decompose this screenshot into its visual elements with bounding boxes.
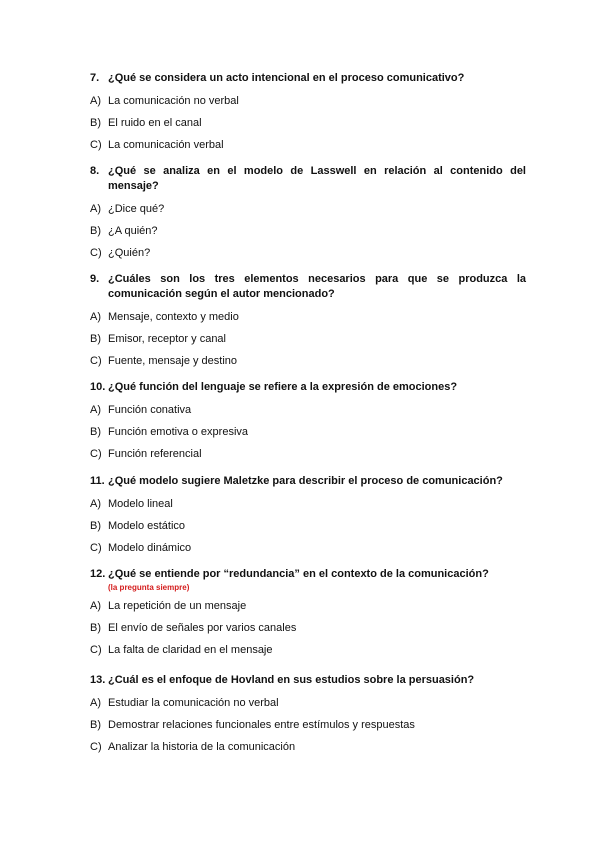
option-a — [90, 599, 526, 613]
question-text: ¿Qué se considera un acto intencional en el proceso comunicativo? — [108, 72, 465, 84]
question-header — [90, 567, 526, 582]
option-text: Estudiar la comunicación no verbal — [108, 697, 279, 709]
option-letter: C) — [90, 139, 102, 151]
option-letter: C) — [90, 644, 102, 656]
option-text: ¿Dice qué? — [108, 203, 165, 215]
question-note: (la pregunta siempre) — [108, 583, 190, 592]
question-header — [90, 71, 526, 86]
question-number: 7. — [90, 72, 100, 84]
question-number: 13. — [90, 674, 106, 686]
question-header — [90, 380, 526, 395]
option-text: La comunicación no verbal — [108, 95, 239, 107]
option-letter: C) — [90, 247, 102, 259]
option-c — [90, 541, 526, 555]
option-text: La falta de claridad en el mensaje — [108, 644, 273, 656]
option-b — [90, 718, 526, 732]
option-letter: B) — [90, 225, 101, 237]
question-13 — [90, 673, 526, 754]
option-c — [90, 643, 526, 657]
option-b — [90, 116, 526, 130]
question-text: ¿Qué se analiza en el modelo de Lasswell en relación al contenido del mensaje? — [108, 165, 526, 192]
option-a — [90, 497, 526, 511]
question-text: ¿Qué modelo sugiere Maletzke para describir el proceso de comunicación? — [108, 475, 503, 487]
option-c — [90, 740, 526, 754]
option-b — [90, 425, 526, 439]
question-8 — [90, 164, 526, 260]
option-text: Mensaje, contexto y medio — [108, 311, 239, 323]
option-text: Función conativa — [108, 404, 192, 416]
option-text: Función referencial — [108, 448, 202, 460]
option-text: La repetición de un mensaje — [108, 600, 247, 612]
question-header — [90, 272, 526, 302]
option-c — [90, 354, 526, 368]
option-c — [90, 447, 526, 461]
question-number: 12. — [90, 568, 106, 580]
option-letter: B) — [90, 719, 101, 731]
question-9 — [90, 272, 526, 368]
option-text: ¿A quién? — [108, 225, 158, 237]
question-header — [90, 164, 526, 194]
option-text: Analizar la historia de la comunicación — [108, 741, 296, 753]
option-text: Emisor, receptor y canal — [108, 333, 226, 345]
question-text: ¿Cuáles son los tres elementos necesarios para que se produzca la comunicación según el autor mencionado? — [108, 273, 526, 300]
option-b — [90, 224, 526, 238]
option-letter: B) — [90, 622, 101, 634]
option-text: El envío de señales por varios canales — [108, 622, 297, 634]
option-a — [90, 310, 526, 324]
option-letter: A) — [90, 498, 101, 510]
option-letter: A) — [90, 697, 101, 709]
question-header — [90, 474, 526, 489]
option-a — [90, 696, 526, 710]
question-11 — [90, 474, 526, 555]
option-text: Modelo dinámico — [108, 542, 192, 554]
option-a — [90, 94, 526, 108]
question-10 — [90, 380, 526, 461]
option-a — [90, 403, 526, 417]
question-12 — [90, 567, 526, 657]
question-number: 10. — [90, 381, 106, 393]
option-text: El ruido en el canal — [108, 117, 202, 129]
option-letter: A) — [90, 95, 101, 107]
option-text: Demostrar relaciones funcionales entre estímulos y respuestas — [108, 719, 415, 731]
option-text: Modelo lineal — [108, 498, 173, 510]
question-number: 11. — [90, 475, 105, 487]
option-b — [90, 519, 526, 533]
option-letter: A) — [90, 203, 101, 215]
option-letter: A) — [90, 404, 101, 416]
option-letter: A) — [90, 600, 101, 612]
question-number: 8. — [90, 165, 100, 177]
option-letter: C) — [90, 355, 102, 367]
option-text: ¿Quién? — [108, 247, 151, 259]
option-text: La comunicación verbal — [108, 139, 224, 151]
option-letter: B) — [90, 426, 101, 438]
question-text: ¿Qué se entiende por “redundancia” en el contexto de la comunicación? — [108, 568, 489, 580]
option-text: Función emotiva o expresiva — [108, 426, 249, 438]
option-letter: B) — [90, 520, 101, 532]
question-header — [90, 673, 526, 688]
option-a — [90, 202, 526, 216]
option-letter: B) — [90, 117, 101, 129]
option-letter: A) — [90, 311, 101, 323]
option-c — [90, 246, 526, 260]
option-letter: C) — [90, 448, 102, 460]
question-text: ¿Cuál es el enfoque de Hovland en sus estudios sobre la persuasión? — [108, 674, 475, 686]
option-b — [90, 332, 526, 346]
option-text: Fuente, mensaje y destino — [108, 355, 238, 367]
question-7 — [90, 71, 526, 152]
option-letter: B) — [90, 333, 101, 345]
option-b — [90, 621, 526, 635]
option-letter: C) — [90, 741, 102, 753]
question-text: ¿Qué función del lenguaje se refiere a la expresión de emociones? — [108, 381, 458, 393]
option-c — [90, 138, 526, 152]
option-letter: C) — [90, 542, 102, 554]
question-number: 9. — [90, 273, 100, 285]
option-text: Modelo estático — [108, 520, 186, 532]
